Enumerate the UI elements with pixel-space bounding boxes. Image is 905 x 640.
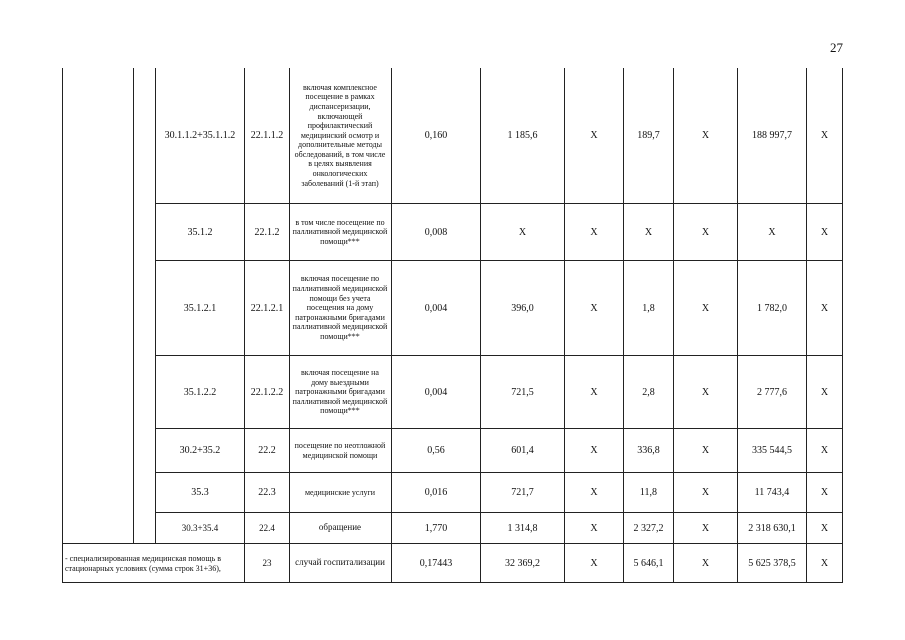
row-description: включая посещение по паллиативной медицинской помощи без учета посещения на дому патронажными бригадами паллиативной медицинской помощи*** xyxy=(292,274,388,341)
value-cell: 721,7 xyxy=(511,487,534,498)
value-cell: X xyxy=(701,445,710,456)
row-code: 30.3+35.4 xyxy=(181,523,219,533)
value-cell: 5 625 378,5 xyxy=(748,557,796,569)
value-cell: 32 369,2 xyxy=(505,557,540,569)
page-number: 27 xyxy=(830,40,843,55)
row-line-number: 22.1.1.2 xyxy=(250,130,284,141)
value-cell: X xyxy=(820,445,829,456)
table-grid-line xyxy=(133,68,134,543)
value-cell: X xyxy=(518,226,527,238)
value-cell: X xyxy=(701,557,710,569)
value-cell: X xyxy=(820,302,829,314)
value-cell: 0,004 xyxy=(424,302,448,314)
value-cell: X xyxy=(590,445,598,456)
value-cell: 0,160 xyxy=(424,130,448,141)
row-line-number: 22.2 xyxy=(258,445,276,456)
row-code: 30.1.1.2+35.1.1.2 xyxy=(164,130,236,141)
row-description: в том числе посещение по паллиативной медицинской помощи*** xyxy=(292,217,388,246)
value-cell: 0,004 xyxy=(424,386,448,398)
value-cell: 2 318 630,1 xyxy=(748,522,796,534)
value-cell: 1 782,0 xyxy=(757,302,787,314)
value-cell: X xyxy=(701,226,710,238)
value-cell: X xyxy=(701,130,710,141)
row-label: - специализированная медицинская помощь в стационарных условиях (сумма строк 31+36), xyxy=(65,553,221,573)
row-line-number: 22.3 xyxy=(258,487,276,498)
value-cell: 11,8 xyxy=(639,487,658,498)
row-line-number: 22.4 xyxy=(259,523,275,533)
row-description: обращение xyxy=(318,522,362,533)
row-code: 35.1.2 xyxy=(187,226,213,238)
value-cell: 1,770 xyxy=(424,522,448,534)
value-cell: X xyxy=(820,226,829,238)
value-cell: X xyxy=(590,487,598,498)
row-description: посещение по неотложной медицинской помощи xyxy=(294,440,386,460)
value-cell: 2 327,2 xyxy=(633,522,664,534)
value-cell: 0,008 xyxy=(424,226,448,238)
value-cell: 396,0 xyxy=(511,302,534,314)
value-cell: 721,5 xyxy=(511,386,534,398)
value-cell: X xyxy=(820,386,829,398)
value-cell: 11 743,4 xyxy=(754,487,790,498)
value-cell: X xyxy=(820,487,829,498)
value-cell: 1,8 xyxy=(642,302,655,314)
row-code: 35.3 xyxy=(191,487,209,498)
row-line-number: 23 xyxy=(262,558,272,568)
value-cell: X xyxy=(590,226,598,238)
value-cell: 1 314,8 xyxy=(507,522,538,534)
value-cell: 0,17443 xyxy=(419,557,453,569)
value-cell: X xyxy=(820,522,829,534)
row-code: 35.1.2.2 xyxy=(183,386,217,398)
value-cell: 335 544,5 xyxy=(752,445,792,456)
value-cell: X xyxy=(820,557,829,569)
value-cell: 188 997,7 xyxy=(752,130,792,141)
row-code: 35.1.2.1 xyxy=(183,302,217,314)
row-line-number: 22.1.2.1 xyxy=(250,302,284,314)
row-description: медицинские услуги xyxy=(304,487,376,497)
value-cell: X xyxy=(768,226,776,238)
value-cell: 189,7 xyxy=(637,130,660,141)
value-cell: X xyxy=(701,522,710,534)
value-cell: X xyxy=(590,522,598,534)
value-cell: 1 185,6 xyxy=(507,130,538,141)
value-cell: X xyxy=(701,487,710,498)
value-cell: 601,4 xyxy=(511,445,534,456)
value-cell: 336,8 xyxy=(637,445,660,456)
value-cell: 0,56 xyxy=(427,445,445,456)
value-cell: X xyxy=(590,386,598,398)
row-line-number: 22.1.2.2 xyxy=(250,386,284,398)
value-cell: X xyxy=(644,226,653,238)
value-cell: X xyxy=(820,130,829,141)
row-description: случай госпитализации xyxy=(295,557,385,568)
value-cell: 2 777,6 xyxy=(757,386,787,398)
row-description: включая комплексное посещение в рамках диспансеризации, включающей профилактический медицинский осмотр и дополнительные методы обследований, в том числе в целях выявления онкологических заболеваний (1-й этап) xyxy=(294,82,386,188)
row-code: 30.2+35.2 xyxy=(179,445,221,456)
value-cell: X xyxy=(590,302,598,314)
row-line-number: 22.1.2 xyxy=(254,226,280,238)
value-cell: X xyxy=(590,557,598,569)
value-cell: 0,016 xyxy=(424,487,448,498)
value-cell: X xyxy=(701,302,710,314)
value-cell: X xyxy=(590,130,598,141)
table-grid-line xyxy=(62,582,843,583)
value-cell: 5 646,1 xyxy=(633,557,664,569)
table-grid-line xyxy=(842,68,843,582)
row-description: включая посещение на дому выездными патронажными бригадами паллиативной медицинской помощи*** xyxy=(292,368,388,416)
value-cell: 2,8 xyxy=(642,386,655,398)
value-cell: X xyxy=(701,386,710,398)
table-grid-line xyxy=(62,68,63,582)
table-grid-line xyxy=(289,68,290,582)
